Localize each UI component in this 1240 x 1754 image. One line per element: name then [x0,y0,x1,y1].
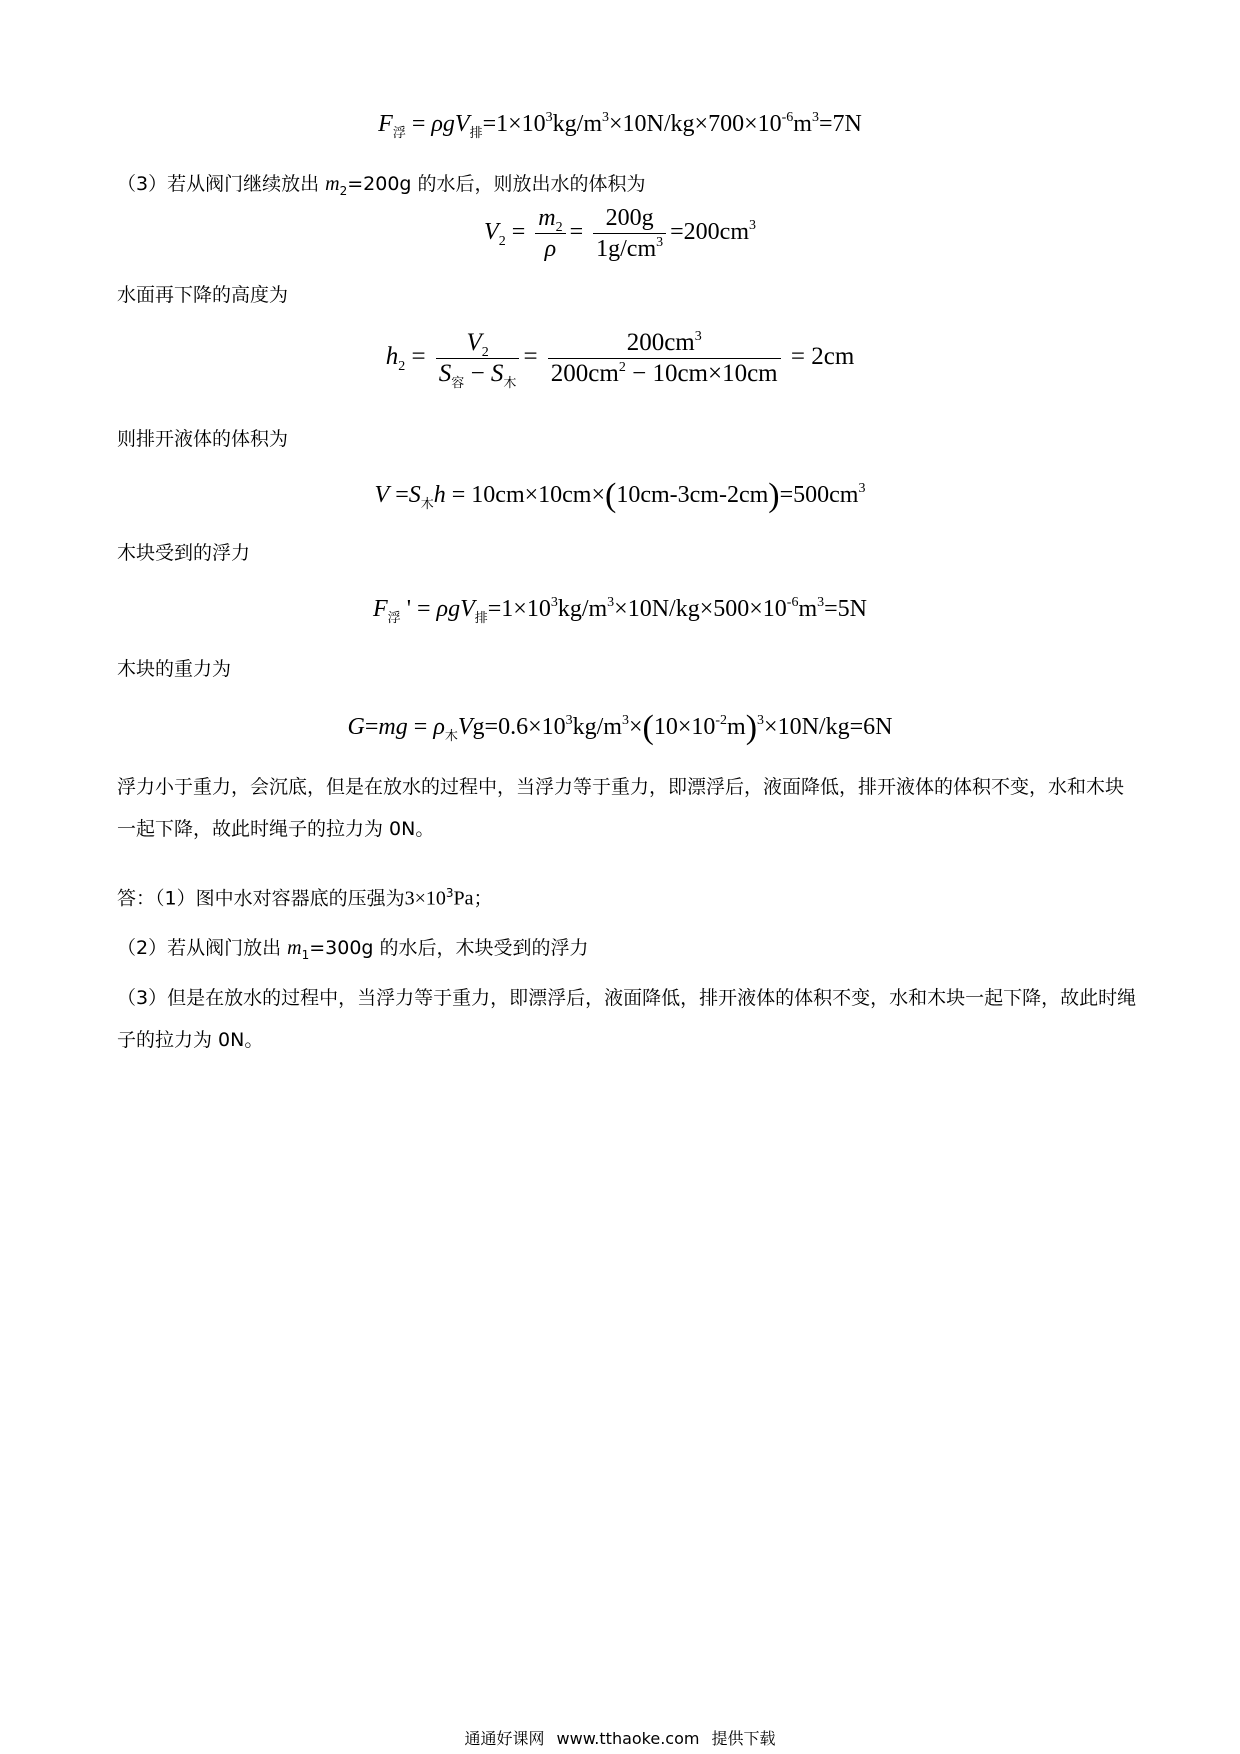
fraction-m2-rho: $\frac{m_2}{\rho}$ [535,203,565,264]
equation-buoyancy-5n: $F_浮$ ' = $\rho gV_排=1\times 10^3kg/m^3\times 10N/kg\times 500\times 10^{-6}m^3=5N$ [373,595,867,626]
equation-weight-6n: $G=mg = \rho_木Vg=0.6\times 10^3kg/m^3\times(10\times 10^{-2}m)^3\times 10N/kg=6N$ [347,709,893,746]
equation-volume-v2: $V_2$ = $\frac{m_2}{\rho}$ = $\frac{200g}{1g/cm^3}$ $=200cm^3$ [484,205,756,262]
part3-intro: （3）若从阀门继续放出 $m_2=200g$ 的水后，则放出水的体积为 [117,173,646,198]
footer-url[interactable]: www.tthaoke.com [556,1729,700,1748]
fraction-v2-area: $\frac{V_2}{S_容 - S_木}$ [436,328,520,389]
conclusion-paragraph: 浮力小于重力，会沉底，但是在放水的过程中，当浮力等于重力，即漂浮后，液面降低，排开液体的体积不变，水和木块一起下降，故此时绳子的拉力为 0N。 [117,776,1125,840]
footer-tail: 提供下载 [711,1729,776,1748]
equation-buoyancy-7n: $F_浮 = \rho gV_排=1\times 10^3kg/m^3\times 10N/kg\times 700\times 10^{-6}m^3=7N$ [378,110,862,141]
buoyancy-label-text: 木块受到的浮力 [117,542,251,564]
equation-height-h2: $h_2$ = $\frac{V_2}{S_容 - S_木}$ = $\frac{200cm^3}{200cm^2 - 10cm\times 10cm}$ = 2cm [385,329,855,391]
answer-part3: （3）但是在放水的过程中，当浮力等于重力，即漂浮后，液面降低，排开液体的体积不变，水和木块一起下降，故此时绳子的拉力为 0N。 [117,987,1137,1051]
fraction-200cm3: $\frac{200cm^3}{200cm^2 - 10cm\times 10cm}$ [548,328,781,389]
displaced-volume-text: 则排开液体的体积为 [117,428,289,450]
fraction-200g: $\frac{200g}{1g/cm^3}$ [593,203,666,264]
page-footer [0,1726,1240,1749]
water-drop-height-text: 水面再下降的高度为 [117,284,289,306]
answer-part2: （2）若从阀门放出 $m_1=300g$ 的水后，木块受到的浮力 [117,937,589,962]
weight-label-text: 木块的重力为 [117,658,232,680]
footer-site-name: 通通好课网 [464,1729,545,1748]
answer-part1: 答：（1）图中水对容器底的压强为$3\times 10^3Pa$； [117,886,493,910]
equation-volume-500: $V =S_木h = 10cm\times 10cm\times(10cm-3cm-2cm)=500cm^3$ [374,477,866,514]
